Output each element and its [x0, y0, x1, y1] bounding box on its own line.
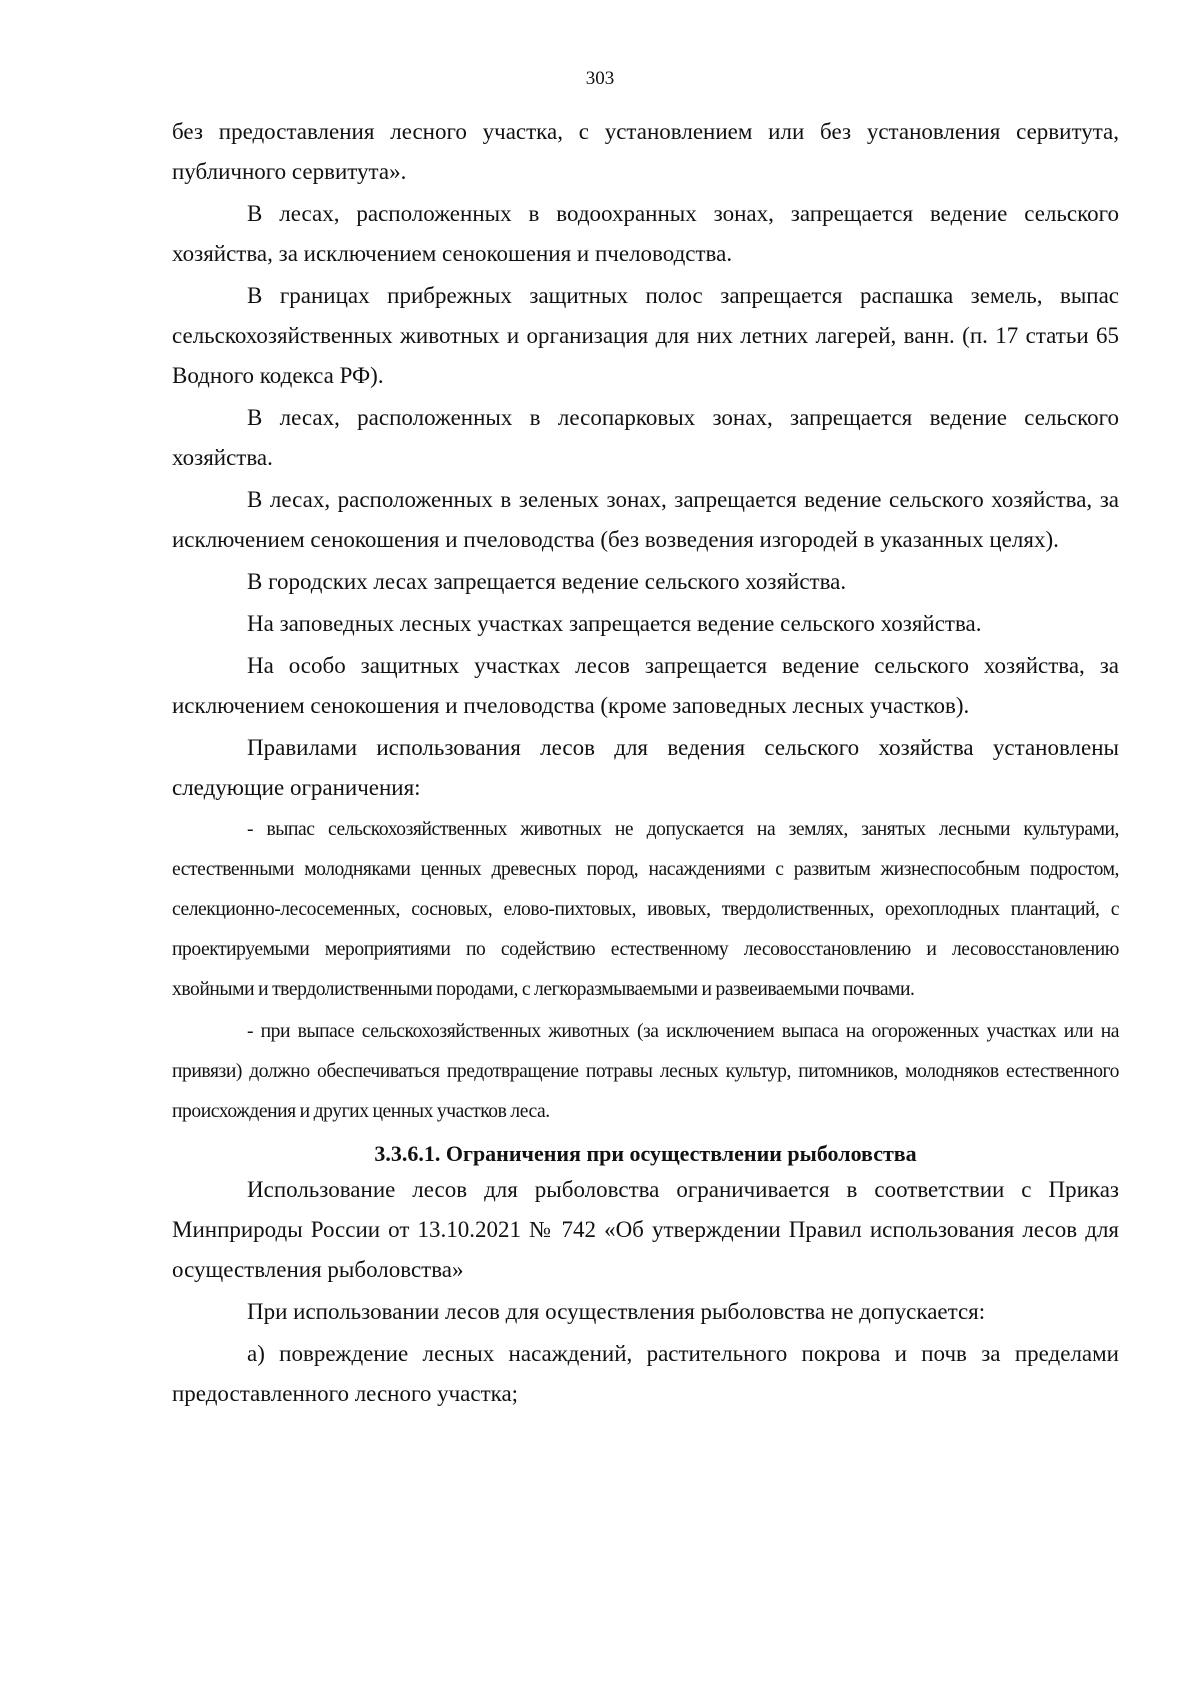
document-body [172, 112, 1119, 1414]
paragraph-fishing-not-allowed: При использовании лесов для осуществления рыболовства не допускается: [247, 1299, 986, 1324]
page-number: 303 [585, 68, 615, 89]
section-heading: 3.3.6.1. Ограничения при осуществлении рыболовства [374, 1141, 917, 1166]
paragraph-reserved-plots: На заповедных лесных участках запрещается ведение сельского хозяйства. [247, 611, 982, 636]
paragraph-fishing-order: Использование лесов для рыболовства ограничивается в соответствии с Приказ Минприроды России от 13.10.2021 № 742 «Об утверждении Правил использования лесов для осуществления рыболовства» [172, 1177, 1119, 1282]
paragraph-specially-protected-plots: На особо защитных участках лесов запрещается ведение сельского хозяйства, за исключением сенокошения и пчеловодства (кроме заповедных лесных участков). [172, 653, 1119, 718]
list-item-damage-outside-plot: а) повреждение лесных насаждений, растительного покрова и почв за пределами предоставленного лесного участка; [172, 1341, 1119, 1406]
paragraph-green-zones: В лесах, расположенных в зеленых зонах, запрещается ведение сельского хозяйства, за исключением сенокошения и пчеловодства (без возведения изгородей в указанных целях). [172, 487, 1119, 552]
paragraph-urban-forests: В городских лесах запрещается ведение сельского хозяйства. [247, 569, 847, 594]
paragraph-forest-park-zones: В лесах, расположенных в лесопарковых зонах, запрещается ведение сельского хозяйства. [172, 405, 1119, 470]
list-item-grazing-restriction: - выпас сельскохозяйственных животных не допускается на землях, занятых лесными культурами, естественными молодняками ценных древесных пород, насаждениями с развитым жизнеспособным подростом, селекционно-лесосеменных, сосновых, елово-пихтовых, ивовых, твердолиственных, орехоплодных плантаций, с проектируемыми мероприятиями по содействию естественному лесовосстановлению и лесовосстановлению хвойными и твердолиственными породами, с легкоразмываемыми и развеиваемыми почвами. [172, 819, 1119, 1000]
paragraph-coastal-strips: В границах прибрежных защитных полос запрещается распашка земель, выпас сельскохозяйственных животных и организация для них летних лагерей, ванн. (п. 17 статьи 65 Водного кодекса РФ). [172, 283, 1119, 388]
paragraph-continuation: без предоставления лесного участка, с установлением или без установления сервитута, публичного сервитута». [172, 119, 1119, 184]
list-item-grazing-damage-prevention: - при выпасе сельскохозяйственных животных (за исключением выпаса на огороженных участках или на привязи) должно обеспечиваться предотвращение потравы лесных культур, питомников, молодняков естественного происхождения и других ценных участков леса. [172, 1021, 1119, 1122]
paragraph-rules-intro: Правилами использования лесов для ведения сельского хозяйства установлены следующие ограничения: [172, 735, 1119, 800]
paragraph-water-protection-zones: В лесах, расположенных в водоохранных зонах, запрещается ведение сельского хозяйства, за исключением сенокошения и пчеловодства. [172, 201, 1119, 266]
